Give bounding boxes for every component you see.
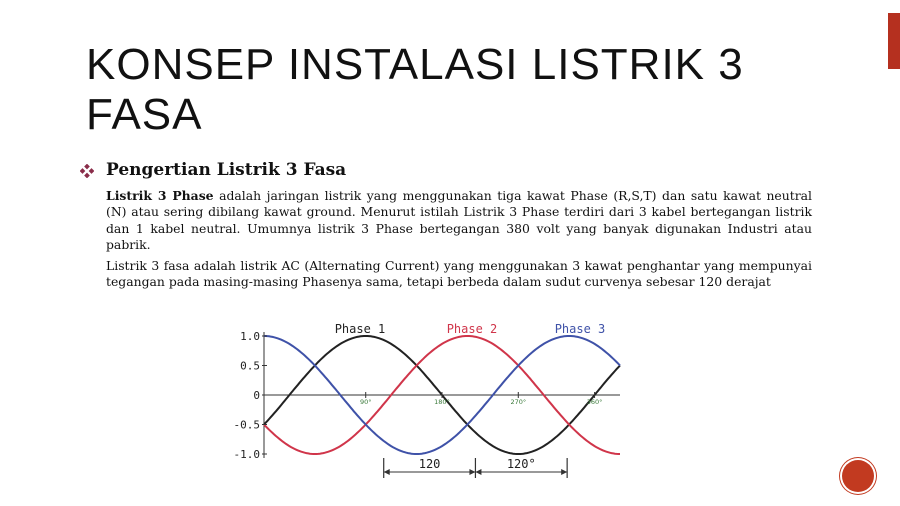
y-tick-label: -1.0 (233, 448, 260, 461)
y-tick-label: 0.5 (240, 359, 260, 373)
y-tick-label: 1.0 (240, 330, 260, 343)
x-tick-label: 180° (434, 398, 450, 406)
slide-title: KONSEP INSTALASI LISTRIK 3 FASA (86, 40, 744, 139)
x-tick-label: 270° (510, 398, 527, 406)
paragraph-definition (106, 188, 812, 254)
paragraph-body: adalah jaringan listrik yang menggunakan tiga kawat Phase (R,S,T) dan satu kawat neutral (N) atau sering dibilang kawat ground. Menurut istilah Listrik 3 Phase terdiri dari 3 kabel bertegangan listrik dan 1 kabel neutral. Umumnya listrik 3 Phase bertegangan 380 volt yang banyak digunakan Industri atau pabrik. (106, 188, 812, 253)
next-slide-button[interactable] (842, 460, 874, 492)
annotation-label: 120° (506, 457, 536, 471)
accent-bar (888, 13, 900, 69)
legend-label-phase-1: Phase 1 (334, 322, 386, 336)
bullet-item (80, 160, 346, 180)
three-phase-sine-chart (222, 318, 642, 480)
annotation-label: 120 (418, 457, 441, 471)
paragraph-bold-term: Listrik 3 Phase (106, 188, 214, 203)
x-tick-label: 90° (359, 398, 372, 406)
legend-label-phase-2: Phase 2 (446, 322, 498, 336)
x-tick-label: 360° (586, 398, 603, 406)
bullet-heading: Pengertian Listrik 3 Fasa (106, 160, 347, 180)
y-tick-label: 0 (253, 389, 260, 402)
paragraph-explanation: Listrik 3 fasa adalah listrik AC (Alternating Current) yang menggunakan 3 kawat penghantar yang mempunyai tegangan pada masing-masing Phasenya sama, tetapi berbeda dalam sudut curvenya sebesar 120 derajat (106, 258, 812, 290)
legend-label-phase-3: Phase 3 (554, 322, 606, 336)
y-tick-label: -0.5 (233, 418, 260, 432)
diamond-bullet-icon (80, 163, 94, 177)
